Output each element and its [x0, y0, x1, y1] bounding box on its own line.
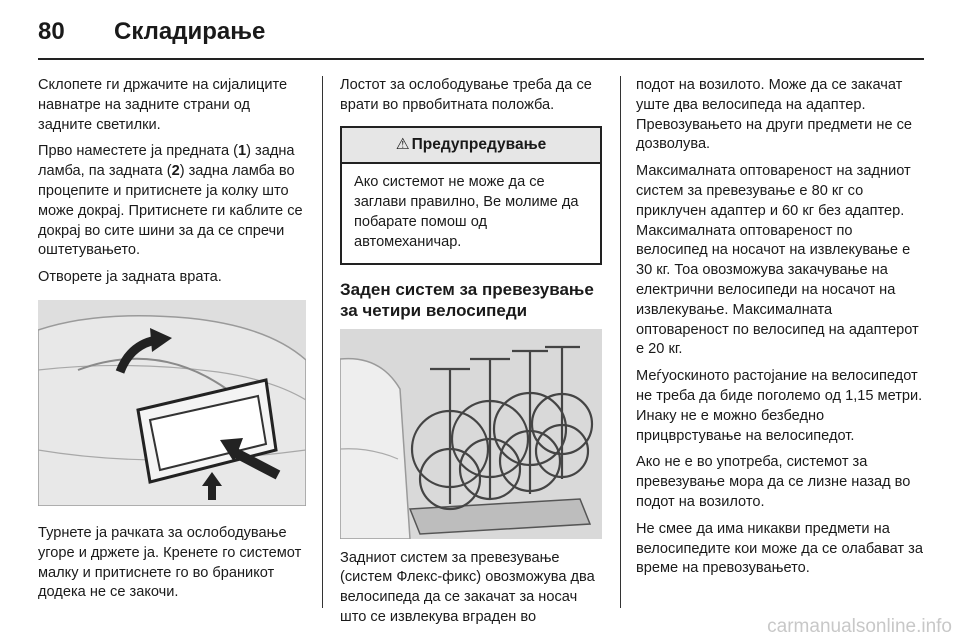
paragraph: Отворете ја задната врата. — [38, 269, 222, 286]
column-divider — [620, 76, 621, 608]
paragraph: подот на возилото. Може да се закачат уште два велосипеда на адаптер. Превозувањето на други предмети не се дозволува. — [636, 77, 913, 153]
illustration-rear-bumper — [38, 300, 306, 506]
paragraph: Задниот систем за превезување (систем Флекс-фикс) овозможува два велосипеда да се закачат за носач што се извлекува вграден во — [340, 549, 595, 625]
paragraph: Меѓуоскиното растојание на велосипедот не треба да биде поголемо од 1,15 метри. Инаку не е можно безбедно прицврстување на велосипедот. — [636, 368, 923, 444]
warning-header — [342, 128, 600, 165]
paragraph: Максималната оптовареност на задниот систем за превезување е 80 кг со приклучен адаптер и 60 кг без адаптер. Максималната оптовареност по велосипед на носачот на извлекување е 30 кг. Тоа овозможува закачување на електрични велосипеди на носачот на извлекување. Максималната оптовареност по велосипед на адаптерот е 20 кг. — [636, 163, 919, 358]
paragraph: Склопете ги држачите на сијалиците навнатре на задните страни од задните светилки. — [38, 77, 288, 133]
callout-number: 2 — [171, 163, 180, 180]
text-run: ) задна ламба, па задната ( — [38, 143, 295, 180]
warning-triangle-icon: ⚠ — [395, 135, 410, 153]
watermark: carmanualsonline.info — [767, 616, 952, 637]
warning-title: Предупредување — [411, 135, 547, 153]
warning-box — [340, 126, 602, 265]
column-divider — [322, 76, 323, 608]
warning-body: Ако системот не може да се заглави правилно, Ве молиме да побарате помош од автомеханичар. — [354, 174, 579, 250]
page-title: Складирање — [114, 18, 266, 45]
illustration-bike-carrier — [340, 329, 602, 539]
page-number: 80 — [38, 18, 65, 45]
column-1 — [38, 76, 306, 610]
paragraph: Лостот за ослободување треба да се врати во првобитната положба. — [340, 77, 592, 113]
text-run: Прво наместете ја предната ( — [38, 143, 238, 160]
paragraph: Ако не е во употреба, системот за превезување мора да се лизне назад во подот на возилото. — [636, 454, 911, 510]
text-run: ) задна ламба во процепите и притиснете ја колку што може докрај. Притиснете ги каблите се докрај во сите шини за да се спречи оштетувањето. — [38, 163, 303, 259]
column-3 — [636, 76, 928, 586]
section-heading: Заден систем за превезување за четири велосипеди — [340, 279, 594, 320]
paragraph: Не смее да има никакви предмети на велосипедите кои може да се олабават за време на превозувањето. — [636, 520, 923, 577]
header-rule — [38, 58, 924, 60]
callout-number: 1 — [237, 143, 247, 160]
paragraph: Турнете ја рачката за ослободување угоре и држете ја. Кренете го системот малку и притиснете го во браникот додека не се закочи. — [38, 524, 302, 601]
paragraph — [38, 142, 306, 261]
column-2 — [340, 76, 602, 635]
